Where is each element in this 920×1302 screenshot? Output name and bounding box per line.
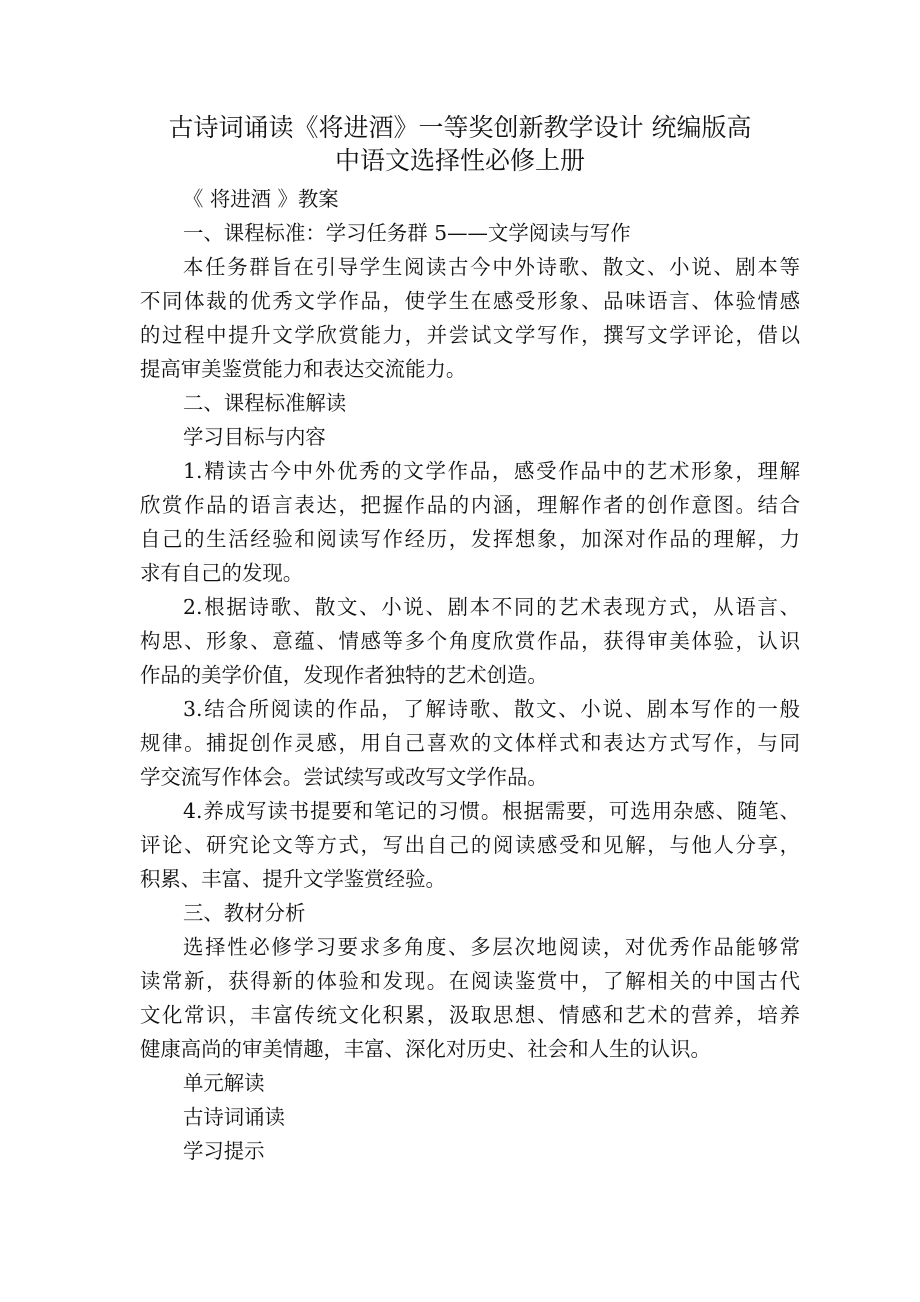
text-line: 3.结合所阅读的作品，了解诗歌、散文、小说、剧本写作的一般 <box>183 697 800 721</box>
text-line: 不同体裁的优秀文学作品，使学生在感受形象、品味语言、体验情感 <box>140 289 800 313</box>
text-line: 提高审美鉴赏能力和表达交流能力。 <box>140 357 467 381</box>
text-line: 欣赏作品的语言表达，把握作品的内涵，理解作者的创作意图。结合 <box>140 493 800 517</box>
document-body <box>140 182 800 1168</box>
text-line: 作品的美学价值，发现作者独特的艺术创造。 <box>140 663 548 687</box>
text-line: 求有自己的发现。 <box>140 561 304 585</box>
text-line: 学习提示 <box>183 1139 265 1163</box>
text-line: 《 将进酒 》教案 <box>183 187 339 211</box>
text-line: 的过程中提升文学欣赏能力，并尝试文学写作，撰写文学评论，借以 <box>140 323 800 347</box>
text-line: 2.根据诗歌、散文、小说、剧本不同的艺术表现方式，从语言、 <box>183 595 800 619</box>
document-title-line-2: 中语文选择性必修上册 <box>334 146 585 175</box>
text-line: 学交流写作体会。尝试续写或改写文学作品。 <box>140 765 548 789</box>
text-line: 读常新，获得新的体验和发现。在阅读鉴赏中，了解相关的中国古代 <box>140 969 800 993</box>
text-line: 规律。捕捉创作灵感，用自己喜欢的文体样式和表达方式写作，与同 <box>140 731 800 755</box>
text-line: 二、课程标准解读 <box>183 391 347 415</box>
text-line: 文化常识，丰富传统文化积累，汲取思想、情感和艺术的营养，培养 <box>140 1003 800 1027</box>
text-line: 古诗词诵读 <box>183 1105 285 1129</box>
text-line: 1.精读古今中外优秀的文学作品，感受作品中的艺术形象，理解 <box>183 459 800 483</box>
text-line: 三、教材分析 <box>183 901 306 925</box>
text-line: 积累、丰富、提升文学鉴赏经验。 <box>140 867 446 891</box>
document-title-line-1: 古诗词诵读《将进酒》一等奖创新教学设计 统编版高 <box>168 113 752 142</box>
text-line: 学习目标与内容 <box>183 425 326 449</box>
text-line: 健康高尚的审美情趣，丰富、深化对历史、社会和人生的认识。 <box>140 1037 711 1061</box>
text-line: 单元解读 <box>183 1071 265 1095</box>
text-line: 评论、研究论文等方式，写出自己的阅读感受和见解，与他人分享， <box>140 833 800 857</box>
text-line: 选择性必修学习要求多角度、多层次地阅读，对优秀作品能够常 <box>183 935 800 959</box>
text-line: 4.养成写读书提要和笔记的习惯。根据需要，可选用杂感、随笔、 <box>183 799 800 823</box>
text-line: 一、课程标准：学习任务群 5——文学阅读与写作 <box>183 221 631 245</box>
text-line: 自己的生活经验和阅读写作经历，发挥想象，加深对作品的理解，力 <box>140 527 800 551</box>
text-line: 构思、形象、意蕴、情感等多个角度欣赏作品，获得审美体验，认识 <box>140 629 800 653</box>
text-line: 本任务群旨在引导学生阅读古今中外诗歌、散文、小说、剧本等 <box>183 255 800 279</box>
